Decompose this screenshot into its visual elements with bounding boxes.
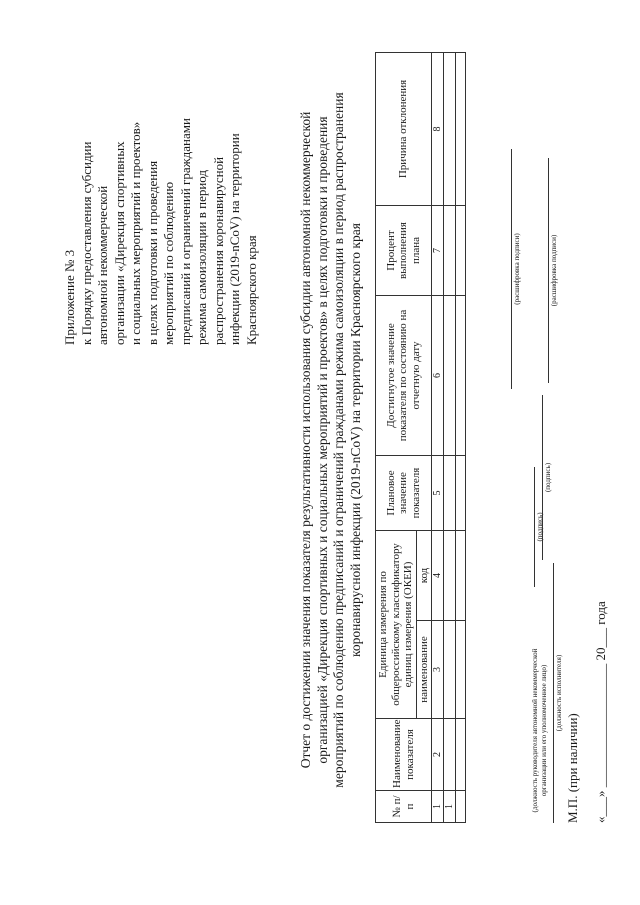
table-cell — [456, 52, 466, 205]
header-achieved: Достигнутое значение показателя по состоянию на отчетную дату — [376, 295, 432, 455]
column-number: 8 — [432, 52, 444, 205]
appendix-line: организации «Дирекция спортивных — [111, 141, 127, 345]
row-number: 1 — [444, 791, 456, 823]
table-cell — [456, 719, 466, 791]
table-cell — [444, 52, 456, 205]
appendix-line: Красноярского края — [243, 235, 259, 345]
appendix-line: к Порядку предоставления субсидии — [78, 141, 94, 345]
column-number-row — [432, 52, 444, 822]
appendix-line: мероприятий по соблюдению — [161, 181, 176, 345]
report-title-line: коронавирусной инфекции (2019-nCoV) на территории Красноярского края — [347, 223, 363, 657]
executor-signature-caption: (подпись) — [544, 462, 552, 493]
header-reason: Причина отклонения — [376, 52, 432, 205]
decoding-line — [548, 158, 549, 383]
report-title-line: мероприятий по соблюдению предписаний и ограничений гражданами режима самоизоляции в период распространения — [331, 92, 346, 788]
table-row-empty — [456, 52, 466, 822]
report-table — [375, 52, 466, 823]
report-title-line: организацией «Дирекция спортивных и социальных мероприятий и проектов» в целях подготовки и проведения — [314, 116, 330, 764]
column-number: 4 — [432, 530, 444, 620]
table-cell — [456, 295, 466, 455]
column-number: 6 — [432, 295, 444, 455]
table-cell — [456, 621, 466, 719]
appendix-line: режима самоизоляции в период — [194, 169, 209, 345]
column-number: 2 — [432, 719, 444, 791]
table-cell — [444, 205, 456, 295]
executor-position-caption: (должность исполнителя) — [555, 654, 563, 732]
column-number: 7 — [432, 205, 444, 295]
appendix-line: распространения коронавирусной — [210, 156, 226, 345]
appendix-line: автономной некоммерческой — [95, 185, 110, 345]
column-number: 5 — [432, 455, 444, 530]
table-cell — [456, 791, 466, 823]
column-number: 1 — [432, 791, 444, 823]
signature-line — [542, 395, 543, 560]
header-percent: Процент выполнения плана — [376, 205, 432, 295]
table-header-row — [376, 52, 417, 822]
executor-position-line — [553, 563, 554, 823]
head-position-caption: (должность руководителя автономной некоммерческой организации или его уполномоченное лицо) — [531, 648, 548, 813]
stamp-label: М.П. (при наличии) — [565, 713, 580, 823]
header-plan: Плановое значение показателя — [376, 455, 432, 530]
table-cell — [444, 295, 456, 455]
column-number: 3 — [432, 621, 444, 719]
decoding-line — [511, 149, 512, 389]
appendix-line: предписаний и ограничений гражданами — [177, 118, 193, 345]
appendix-line: и социальных мероприятий и проектов» — [128, 121, 143, 345]
appendix-line: Приложение № 3 — [62, 249, 77, 345]
header-num: № п/п — [376, 791, 432, 823]
head-signature-caption: (подпись) — [536, 512, 544, 542]
table-cell — [444, 530, 456, 620]
table-cell — [444, 719, 456, 791]
report-title — [298, 25, 364, 855]
appendix-line: инфекции (2019-nCoV) на территории — [227, 133, 242, 345]
table-cell — [444, 455, 456, 530]
table-cell — [456, 455, 466, 530]
report-title-line: Отчет о достижении значения показателя результативности использования субсидии автономной некоммерческой — [298, 111, 313, 769]
table-row — [444, 52, 456, 822]
date-line: «___» ___________________ 20___ года — [593, 601, 608, 823]
appendix-block — [62, 15, 260, 345]
signature-line — [534, 467, 535, 587]
header-unit-name: наименование — [416, 621, 432, 719]
head-decoding-caption: (расшифровка подписи) — [513, 233, 521, 305]
table-cell — [456, 205, 466, 295]
table-cell — [456, 530, 466, 620]
table-cell — [444, 621, 456, 719]
header-unit-code: код — [416, 530, 432, 620]
header-name: Наименование показателя — [376, 719, 432, 791]
executor-decoding-caption: (расшифровка подписи) — [550, 234, 558, 307]
header-unit-group: Единица измерения по общероссийскому классификатору единиц измерения (ОКЕИ) — [376, 530, 417, 718]
appendix-line: в целях подготовки и проведения — [144, 160, 160, 345]
